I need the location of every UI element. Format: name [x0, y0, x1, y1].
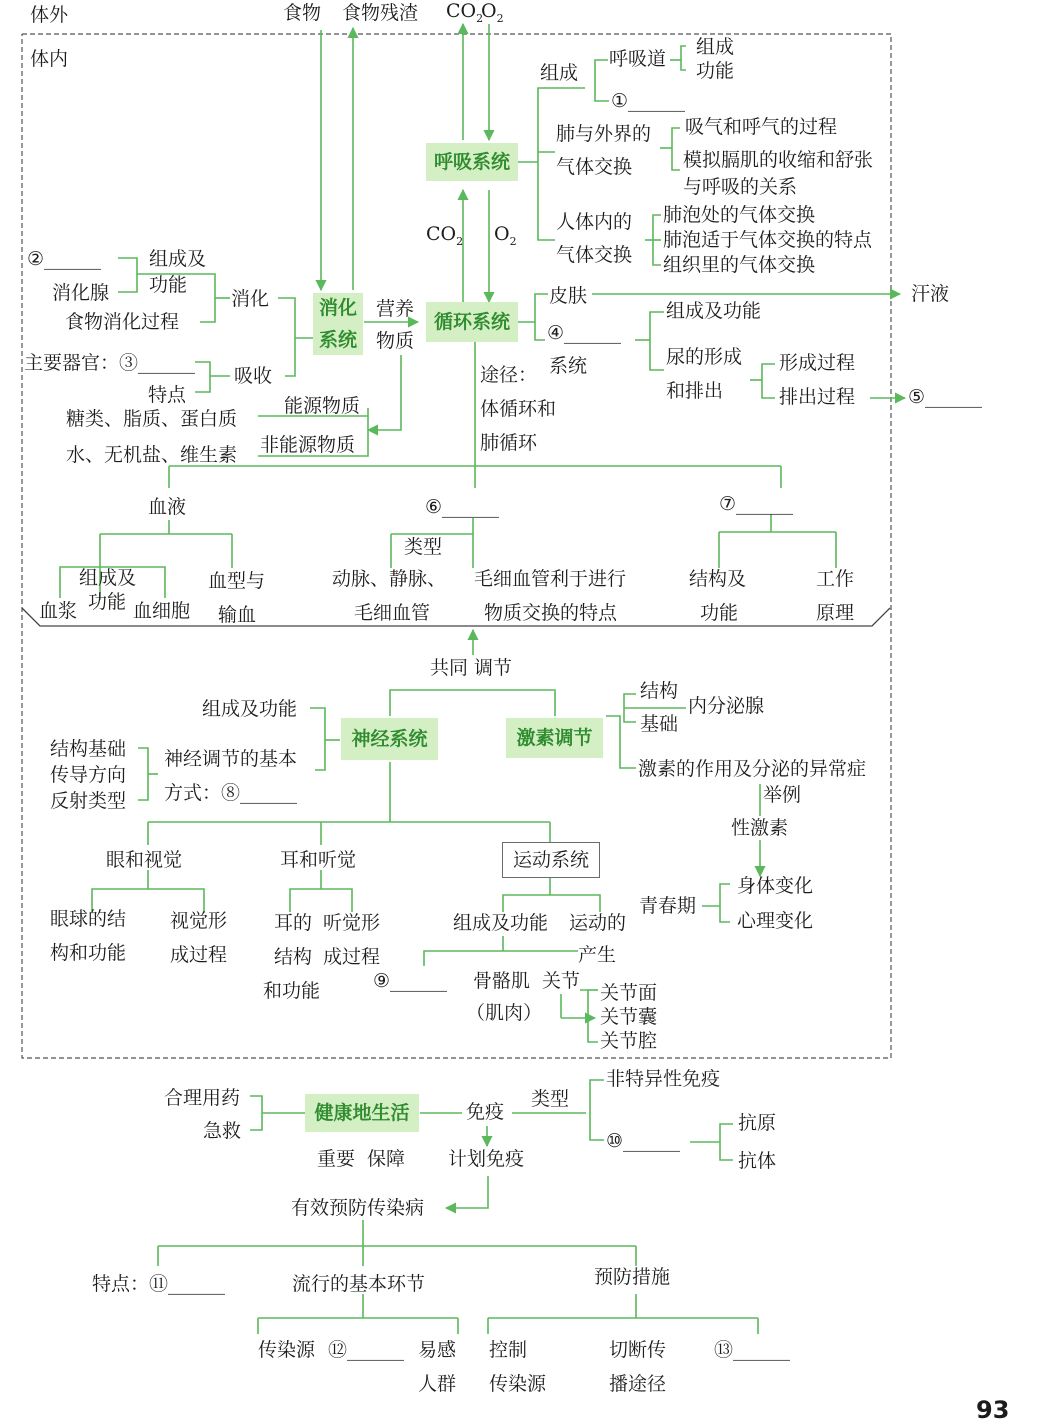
- digestion-label: 消化: [231, 288, 270, 310]
- blank-q13: ⑬______: [714, 1339, 791, 1361]
- co2-out-label: $CO_2$: [446, 0, 484, 25]
- susceptible-2: 人群: [418, 1373, 457, 1395]
- heart-struct-1: 结构及: [689, 568, 747, 590]
- rational-medicine: 合理用药: [164, 1087, 241, 1109]
- main-organ-q3: 主要器官：③______: [24, 352, 196, 374]
- vision-form-1: 视觉形: [170, 910, 228, 932]
- inside-label: 体内: [30, 48, 69, 70]
- q2-desc-2: 功能: [149, 274, 188, 296]
- alveoli: 肺泡处的气体交换: [663, 204, 816, 226]
- hearing-form-2: 成过程: [323, 946, 381, 968]
- basic-mode-q8: 方式：⑧______: [164, 782, 298, 804]
- basic-mode-1: 神经调节的基本: [164, 748, 298, 770]
- tissue-exchange: 组织里的气体交换: [663, 254, 816, 276]
- nonspecific-immunity: 非特异性免疫: [606, 1068, 721, 1090]
- first-aid: 急救: [203, 1120, 242, 1142]
- capillary-2: 物质交换的特点: [484, 602, 618, 624]
- mind-change: 心理变化: [737, 910, 814, 932]
- digestive-name-1: 消化: [318, 297, 357, 319]
- heart-work-2: 原理: [816, 602, 855, 624]
- energy-items: 糖类、脂质、蛋白质: [66, 408, 238, 430]
- resp-composition: 组成: [540, 62, 579, 84]
- prevent-measures: 预防措施: [594, 1266, 671, 1288]
- urinary-comp: 组成及功能: [666, 300, 762, 322]
- infection-source: 传染源: [258, 1339, 316, 1361]
- airway-label: 呼吸道: [609, 48, 667, 70]
- urine-form: 形成过程: [779, 352, 856, 374]
- sim-2: 与呼吸的关系: [683, 176, 798, 198]
- blank-q1: ①______: [611, 90, 686, 112]
- lung-ext-1: 肺与外界的: [556, 123, 652, 145]
- path-2: 体循环和: [480, 398, 557, 420]
- blank-q12: ⑫______: [328, 1339, 405, 1361]
- motor-system-box: 运动系统: [502, 842, 600, 878]
- q2-desc-1: 组成及: [149, 248, 207, 270]
- motion-gen-2: 产生: [578, 944, 617, 966]
- lung-ext-2: 气体交换: [556, 156, 633, 178]
- airway-func: 功能: [696, 60, 735, 82]
- heart-work-1: 工作: [816, 568, 855, 590]
- urine-1: 尿的形成: [666, 346, 743, 368]
- eye-vision: 眼和视觉: [106, 849, 183, 871]
- internal-1: 人体内的: [556, 211, 633, 233]
- susceptible-1: 易感: [418, 1339, 457, 1361]
- blood-label: 血液: [148, 496, 187, 518]
- cells-comp-1: 组成及: [79, 567, 137, 589]
- muscle-paren: （肌肉）: [466, 1002, 543, 1024]
- prevent-disease: 有效预防传染病: [291, 1197, 425, 1219]
- vessel-type: 类型: [404, 536, 443, 558]
- joint-regulation: 共同 调节: [430, 657, 513, 679]
- residue-label: 食物残渣: [342, 2, 419, 24]
- blank-q9: ⑨______: [373, 970, 448, 992]
- vessel-1: 动脉、静脉、: [332, 568, 447, 590]
- alveoli-feature: 肺泡适于气体交换的特点: [663, 229, 873, 251]
- ear-struct-1: 耳的: [274, 912, 313, 934]
- sim-1: 模拟膈肌的收缩和舒张: [683, 149, 874, 171]
- hormone-basis: 基础: [640, 713, 679, 735]
- digestive-name-2: 系统: [318, 329, 357, 351]
- endocrine-gland: 内分泌腺: [688, 695, 765, 717]
- page-number: 93: [976, 1396, 1010, 1424]
- bloodtype-2: 输血: [218, 604, 257, 626]
- joint-label: 关节: [542, 970, 581, 992]
- ear-struct-3: 和功能: [263, 980, 321, 1002]
- digestive-gland: 消化腺: [52, 282, 110, 304]
- blank-q2: ②______: [27, 248, 102, 270]
- cut-path-2: 播途径: [609, 1373, 667, 1395]
- nutrient-1: 营养: [376, 298, 415, 320]
- internal-2: 气体交换: [556, 244, 633, 266]
- respiratory-system-box: 呼吸系统: [426, 143, 518, 181]
- eye-struct-2: 构和功能: [50, 942, 127, 964]
- absorption-label: 吸收: [234, 365, 273, 387]
- reflex-type: 反射类型: [50, 790, 127, 812]
- sweat-label: 汗液: [911, 283, 950, 305]
- control-1: 控制: [489, 1339, 528, 1361]
- outside-label: 体外: [30, 4, 69, 26]
- vision-form-2: 成过程: [170, 944, 228, 966]
- bloodtype-1: 血型与: [208, 570, 266, 592]
- nutrient-2: 物质: [376, 330, 415, 352]
- puberty-label: 青春期: [639, 895, 697, 917]
- motion-gen-1: 运动的: [569, 912, 627, 934]
- nervous-system-box: 神经系统: [341, 718, 438, 760]
- struct-basis: 结构基础: [50, 738, 127, 760]
- ear-hearing: 耳和听觉: [280, 849, 357, 871]
- epidemic-links: 流行的基本环节: [292, 1273, 426, 1295]
- skeletal-muscle: 骨骼肌: [473, 970, 531, 992]
- plasma-label: 血浆: [39, 600, 78, 622]
- blank-q10: ⑩______: [606, 1130, 681, 1152]
- sex-hormone: 性激素: [731, 817, 789, 839]
- hearing-form-1: 听觉形: [323, 912, 381, 934]
- skin-label: 皮肤: [549, 285, 588, 307]
- body-change: 身体变化: [737, 875, 814, 897]
- food-label: 食物: [283, 2, 322, 24]
- joint-capsule: 关节囊: [600, 1006, 658, 1028]
- feature-q11: 特点：⑪______: [92, 1273, 226, 1295]
- o2-out-label: $O_2$: [481, 0, 504, 25]
- joint-surface: 关节面: [600, 982, 658, 1004]
- capillary-1: 毛细血管利于进行: [474, 568, 627, 590]
- airway-comp: 组成: [696, 36, 735, 58]
- co2-in-label: $CO_2$: [426, 223, 464, 248]
- path-3: 肺循环: [480, 432, 538, 454]
- blank-q5: ⑤______: [908, 386, 983, 408]
- path-1: 途径：: [480, 364, 538, 386]
- blank-q7: ⑦______: [719, 493, 794, 515]
- healthy-living-box: 健康地生活: [305, 1094, 419, 1132]
- blood-cells-label: 血细胞: [133, 600, 191, 622]
- important-label: 重要: [317, 1148, 356, 1170]
- conduct-direction: 传导方向: [50, 764, 127, 786]
- example-label: 举例: [763, 784, 802, 806]
- circulatory-system-box: 循环系统: [426, 302, 518, 342]
- hormone-regulation-box: 激素调节: [506, 718, 603, 758]
- q4-system: 系统: [549, 355, 588, 377]
- eye-struct-1: 眼球的结: [50, 908, 127, 930]
- immunity-label: 免疫: [466, 1101, 505, 1123]
- urine-excrete: 排出过程: [779, 386, 856, 408]
- energy-substance: 能源物质: [284, 395, 361, 417]
- digestive-system-box: [313, 293, 363, 355]
- blank-q6: ⑥______: [425, 496, 500, 518]
- hormone-effect: 激素的作用及分泌的异常症: [638, 758, 867, 780]
- planned-immunity: 计划免疫: [448, 1148, 525, 1170]
- nervous-comp: 组成及功能: [202, 698, 298, 720]
- joint-cavity: 关节腔: [600, 1030, 658, 1052]
- vessel-2: 毛细血管: [354, 602, 431, 624]
- non-energy-substance: 非能源物质: [260, 434, 356, 456]
- motor-comp: 组成及功能: [453, 912, 549, 934]
- hormone-struct: 结构: [640, 680, 679, 702]
- guarantee-label: 保障: [367, 1148, 406, 1170]
- antigen-label: 抗原: [738, 1112, 777, 1134]
- immunity-type: 类型: [531, 1088, 570, 1110]
- blank-q4: ④______: [547, 322, 622, 344]
- food-digestion-process: 食物消化过程: [65, 311, 180, 333]
- breath-process: 吸气和呼气的过程: [685, 116, 838, 138]
- o2-in-label: $O_2$: [494, 223, 517, 248]
- antibody-label: 抗体: [738, 1150, 777, 1172]
- heart-struct-2: 功能: [700, 602, 739, 624]
- ear-struct-2: 结构: [274, 946, 313, 968]
- non-energy-items: 水、无机盐、维生素: [66, 444, 238, 466]
- cut-path-1: 切断传: [609, 1339, 667, 1361]
- absorption-feature: 特点: [148, 384, 187, 406]
- cells-comp-2: 功能: [88, 591, 127, 613]
- urine-2: 和排出: [666, 380, 724, 402]
- control-2: 传染源: [489, 1373, 547, 1395]
